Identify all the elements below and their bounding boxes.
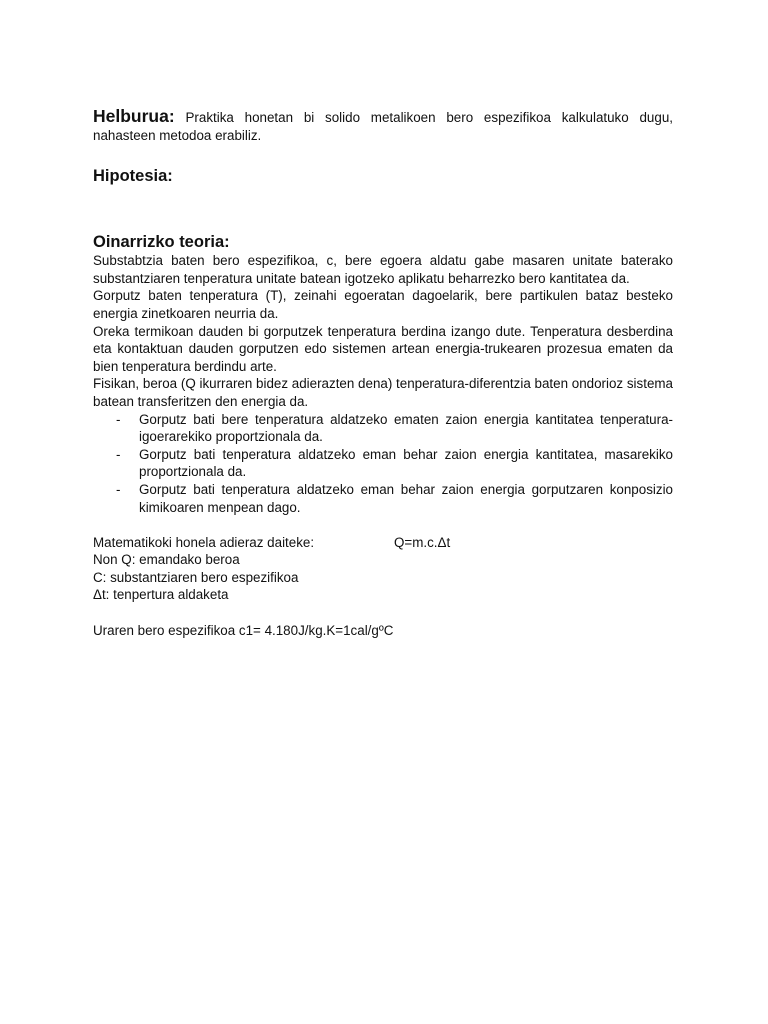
list-item — [93, 411, 673, 446]
formula-label: Matematikoki honela adieraz daiteke: — [93, 534, 315, 550]
theory-paragraph-temperature: Gorputz baten tenperatura (T), zeinahi egoeratan dagoelarik, bere partikulen bataz besteko energia zinetkoaren neurria da. — [93, 288, 673, 321]
theory-paragraph-heat: Fisikan, beroa (Q ikurraren bidez adierazten dena) tenperatura-diferentzia baten ondorioz sistema batean transferitzen den energia da. — [93, 376, 673, 409]
formula: Q=m.c.Δt — [394, 534, 451, 550]
list-item-text: Gorputz bati bere tenperatura aldatzeko ematen zaion energia kantitatea tenperatura-igoerarekiko proportzionala da. — [139, 411, 673, 445]
objective-paragraph — [93, 108, 673, 144]
objective-text: Praktika honetan bi solido metalikoen bero espezifikoa kalkulatuko dugu, nahasteen metodoa erabiliz. — [93, 110, 673, 143]
list-item — [93, 481, 673, 516]
list-item-text: Gorputz bati tenperatura aldatzeko eman behar zaion energia gorputzaren konposizio kimikoaren menpean dago. — [139, 481, 673, 515]
theory-paragraph-thermal-equilibrium: Oreka termikoan dauden bi gorputzek tenperatura berdina izango dute. Tenperatura desberdina eta kontaktuan dauden gorputzen edo sistemen artean energia-trukearen prozesua ematen da bien tenperatura berdindu arte. — [93, 323, 673, 374]
theory-paragraph-specific-heat: Substabtzia baten bero espezifikoa, c, bere egoera aldatu gabe masaren unitate baterako substantziaren tenperatura unitate batean igotzeko aplikatu beharrezko bero kantitatea da. — [93, 253, 673, 286]
hypothesis-heading: Hipotesia: — [93, 167, 173, 186]
document-page — [93, 108, 673, 639]
definition-delta-t: Δt: tenpertura aldaketa — [93, 587, 229, 603]
heat-properties-list — [93, 411, 673, 517]
list-item — [93, 446, 673, 481]
definition-c: C: substantziaren bero espezifikoa — [93, 569, 299, 585]
bullet-dash: - — [116, 481, 121, 497]
water-specific-heat: Uraren bero espezifikoa c1= 4.180J/kg.K=1cal/gºC — [93, 622, 394, 638]
theory-heading: Oinarrizko teoria: — [93, 233, 230, 252]
bullet-dash: - — [116, 446, 121, 462]
definition-q: Non Q: emandako beroa — [93, 552, 240, 568]
list-item-text: Gorputz bati tenperatura aldatzeko eman behar zaion energia kantitatea, masarekiko proportzionala da. — [139, 446, 673, 480]
bullet-dash: - — [116, 411, 121, 427]
objective-heading: Helburua: — [93, 106, 175, 126]
formula-line — [93, 534, 673, 552]
